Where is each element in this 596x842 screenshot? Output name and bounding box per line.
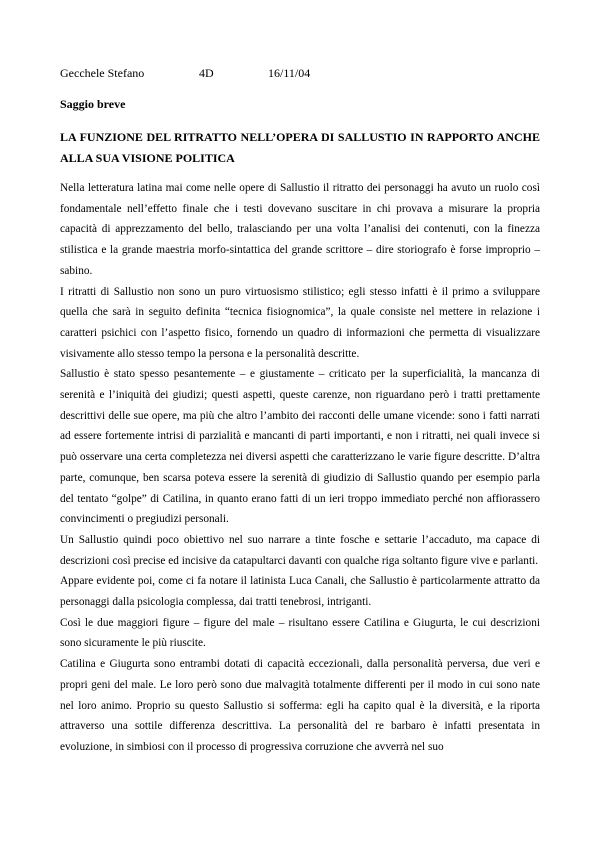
document-page: [60, 66, 540, 758]
paragraph: Così le due maggiori figure – figure del male – risultano essere Catilina e Giugurta, le cui descrizioni sono sicuramente le più riuscite.: [60, 616, 540, 650]
document-header: [60, 66, 540, 81]
paragraph: Nella letteratura latina mai come nelle opere di Sallustio il ritratto dei personaggi ha avuto un ruolo così fondamentale nell’effetto finale che i testi dovevano suscitare in chi provava a misurare la propria capacità di apprezzamento del bello, tralasciando per una volta l’analisi dei contenuti, con la finezza stilistica e la grande maestria morfo-sintattica del grande scrittore – dire storiografo è forse improprio – sabino.: [60, 182, 540, 277]
author-name: Gecchele Stefano: [60, 66, 145, 80]
paragraph: Appare evidente poi, come ci fa notare il latinista Luca Canali, che Sallustio è particolarmente attratto da personaggi dalla psicologia complessa, dai tratti tenebrosi, intriganti.: [60, 575, 540, 609]
class-label: 4D: [199, 66, 214, 80]
document-date: 16/11/04: [268, 66, 311, 80]
paragraph: Sallustio è stato spesso pesantemente – e giustamente – criticato per la superficialità, la mancanza di serenità e l’iniquità dei giudizi; questi aspetti, queste carenze, non riguardano però i tratti prettamente descrittivi delle sue opere, ma più che altro l’ambito dei racconti delle umane vicende: sono i fatti narrati ad essere fortemente intrisi di parzialità e mancanti di parti importanti, e non i ritratti, nei quali invece si può osservare una certa completezza nei diversi aspetti che caratterizzano le varie figure descritte. D’altra parte, comunque, ben scarsa poteva essere la serenità di giudizio di Sallustio quando per esempio parla del tentato “golpe” di Catilina, in quanto erano fatti di un ieri troppo immediato perché non affiorassero convincimenti o pregiudizi personali.: [60, 368, 540, 526]
document-subtitle: Saggio breve: [60, 97, 126, 111]
paragraph: Un Sallustio quindi poco obiettivo nel suo narrare a tinte fosche e settarie l’accaduto, ma capace di descrizioni così precise ed incisive da catapultarci davanti con qualche riga soltanto figure vive e parlanti.: [60, 533, 540, 567]
document-title: LA FUNZIONE DEL RITRATTO NELL’OPERA DI SALLUSTIO IN RAPPORTO ANCHE ALLA SUA VISIONE POLITICA: [60, 130, 540, 165]
paragraph: Catilina e Giugurta sono entrambi dotati di capacità eccezionali, dalla personalità perversa, due veri e propri geni del male. Le loro però sono due malvagità totalmente differenti per il modo in cui sono nate nel loro animo. Proprio su questo Sallustio si sofferma: egli ha capito qual è la diversità, e la riporta attraverso una sottile differenza descrittiva. La personalità del re barbaro è infatti presentata in evoluzione, in simbiosi con il processo di progressiva corruzione che avverrà nel suo: [60, 658, 540, 753]
paragraph: I ritratti di Sallustio non sono un puro virtuosismo stilistico; egli stesso infatti è il primo a sviluppare quella che sarà in seguito definita “tecnica fisiognomica”, la quale consiste nel mettere in relazione i caratteri psichici con l’aspetto fisico, fornendo un quadro di informazioni che permetta di visualizzare visivamente allo stesso tempo la persona e la personalità descritte.: [60, 285, 540, 360]
